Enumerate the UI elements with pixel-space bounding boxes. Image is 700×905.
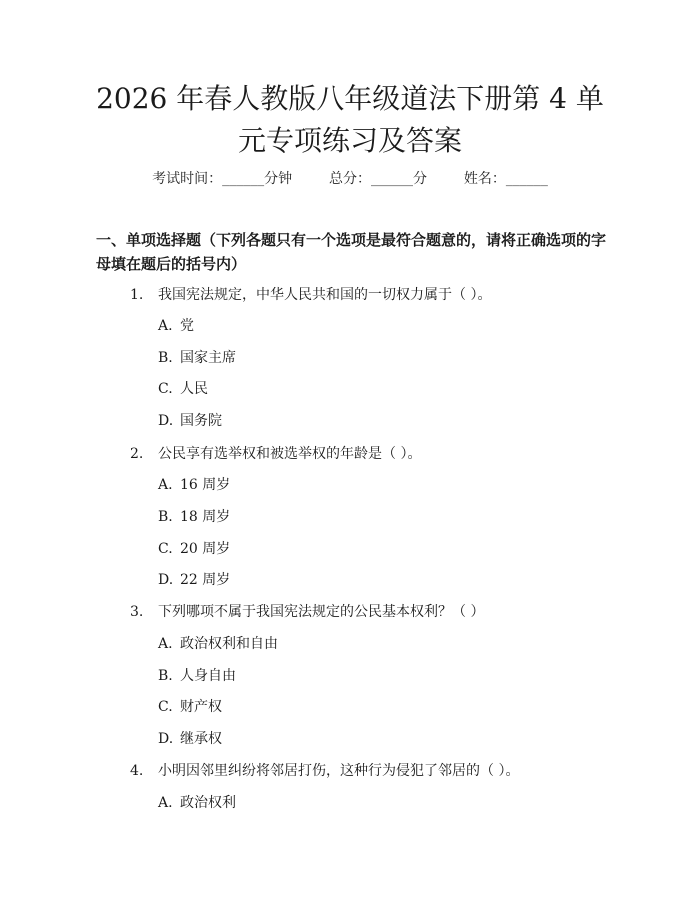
exam-time-blank: ______ bbox=[222, 171, 265, 187]
option-letter: A. bbox=[158, 318, 173, 334]
question-number: 3. bbox=[130, 604, 144, 620]
option-letter: C. bbox=[158, 541, 173, 557]
option-3a bbox=[158, 633, 278, 653]
total-score-blank: ______ bbox=[371, 171, 413, 187]
page-title: 2026 年春人教版八年级道法下册第 4 单元专项练习及答案 bbox=[96, 82, 604, 157]
option-text: 16 周岁 bbox=[180, 477, 231, 493]
option-letter: B. bbox=[158, 668, 173, 684]
option-4a bbox=[158, 792, 236, 812]
exam-info bbox=[0, 168, 700, 188]
option-text: 国家主席 bbox=[180, 350, 236, 366]
option-text: 政治权利和自由 bbox=[180, 636, 278, 652]
option-letter: B. bbox=[158, 350, 173, 366]
question-text: 公民享有选举权和被选举权的年龄是（ ）。 bbox=[158, 446, 422, 462]
student-name-blank: ______ bbox=[505, 171, 548, 187]
question-text: 小明因邻里纠纷将邻居打伤，这种行为侵犯了邻居的（ ）。 bbox=[158, 763, 520, 779]
option-text: 人民 bbox=[180, 381, 208, 397]
option-letter: B. bbox=[158, 509, 173, 525]
option-text: 党 bbox=[180, 318, 194, 334]
option-letter: A. bbox=[158, 795, 173, 811]
section-heading: 一、单项选择题（下列各题只有一个选项是最符合题意的，请将正确选项的字母填在题后的括号内） bbox=[96, 231, 607, 273]
question-4 bbox=[130, 760, 519, 780]
option-letter: C. bbox=[158, 381, 173, 397]
question-number: 4. bbox=[130, 763, 144, 779]
question-2 bbox=[130, 443, 421, 463]
question-3 bbox=[130, 601, 484, 621]
question-1 bbox=[130, 284, 491, 304]
option-text: 18 周岁 bbox=[180, 509, 231, 525]
question-text: 下列哪项不属于我国宪法规定的公民基本权利？（ ） bbox=[158, 604, 485, 620]
option-letter: A. bbox=[158, 477, 173, 493]
option-1b bbox=[158, 347, 236, 367]
option-2b bbox=[158, 506, 230, 526]
option-text: 国务院 bbox=[180, 413, 222, 429]
option-2a bbox=[158, 474, 230, 494]
option-letter: C. bbox=[158, 699, 173, 715]
option-text: 人身自由 bbox=[180, 668, 236, 684]
option-text: 22 周岁 bbox=[180, 572, 231, 588]
option-3b bbox=[158, 665, 236, 685]
total-score-label: 总分： bbox=[329, 171, 371, 187]
option-letter: D. bbox=[158, 572, 174, 588]
question-number: 2. bbox=[130, 446, 144, 462]
exam-time-unit: 分钟 bbox=[264, 171, 293, 187]
option-text: 继承权 bbox=[180, 731, 222, 747]
option-3c bbox=[158, 696, 222, 716]
option-1d bbox=[158, 410, 222, 430]
option-text: 财产权 bbox=[180, 699, 222, 715]
option-letter: D. bbox=[158, 413, 174, 429]
option-letter: D. bbox=[158, 731, 174, 747]
student-name-label: 姓名： bbox=[463, 171, 506, 187]
option-3d bbox=[158, 728, 222, 748]
exam-time-label: 考试时间： bbox=[152, 171, 223, 187]
option-text: 政治权利 bbox=[180, 795, 236, 811]
option-text: 20 周岁 bbox=[180, 541, 231, 557]
option-1a bbox=[158, 315, 194, 335]
question-text: 我国宪法规定，中华人民共和国的一切权力属于（ ）。 bbox=[158, 287, 492, 303]
question-number: 1. bbox=[130, 287, 144, 303]
option-2d bbox=[158, 569, 230, 589]
option-1c bbox=[158, 378, 208, 398]
option-2c bbox=[158, 538, 230, 558]
total-score-unit: 分 bbox=[413, 171, 427, 187]
option-letter: A. bbox=[158, 636, 173, 652]
